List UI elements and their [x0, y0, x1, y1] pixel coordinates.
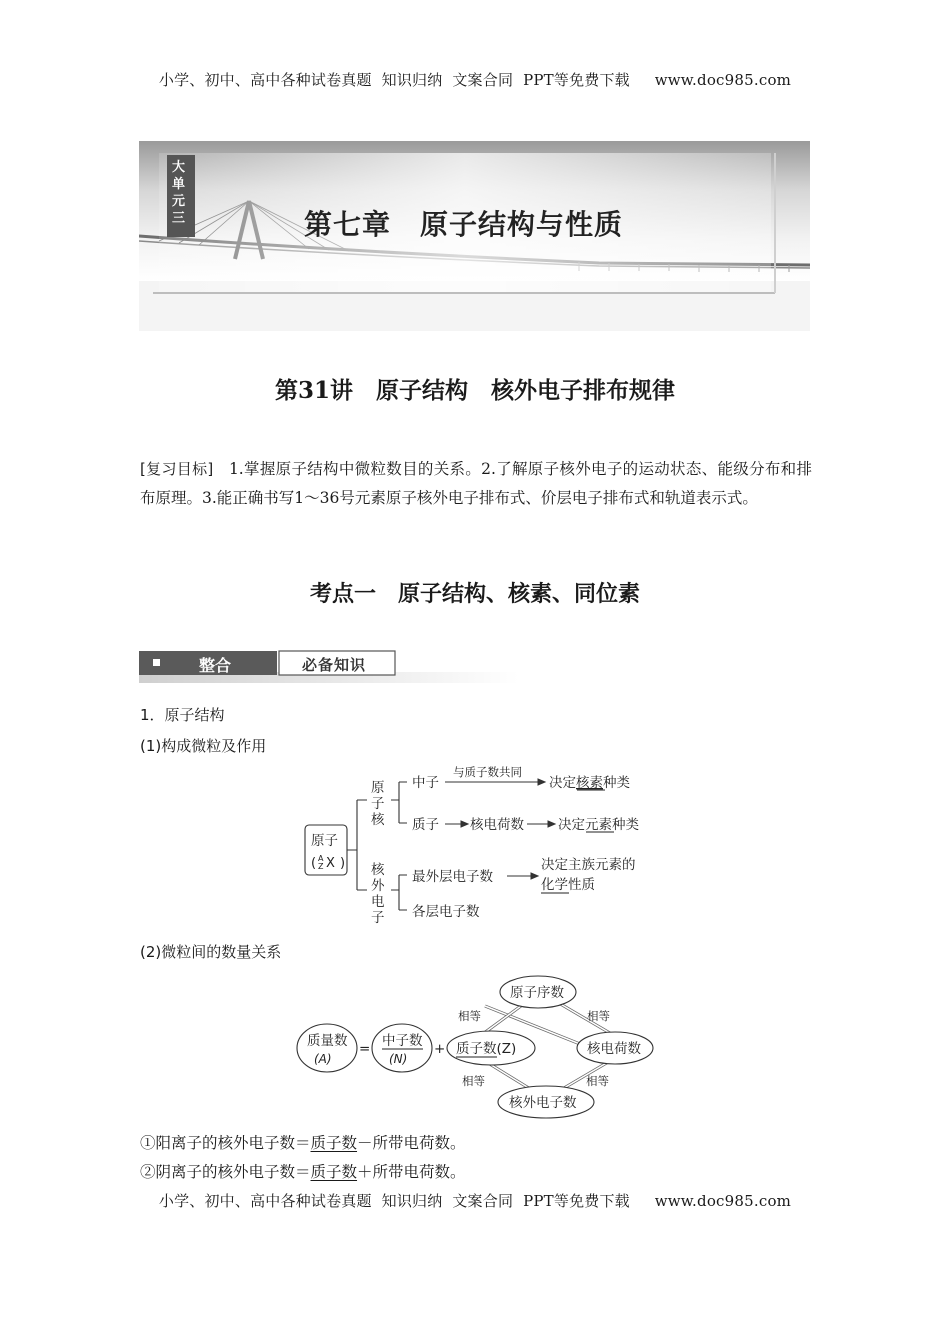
mass-number-sup: A — [318, 854, 324, 863]
page-header: 小学、初中、高中各种试卷真题 知识归纳 文案合同 PPT等免费下载 www.doc985.com — [158, 71, 792, 89]
plus-sign: + — [434, 1041, 446, 1057]
decide-main-label: 决定主族元素的 — [541, 857, 636, 873]
section-bar-right: 必备知识 — [302, 656, 367, 674]
review-text: 1.掌握原子结构中微粒数目的关系。2.了解原子核外电子的运动状态、能级分布和排布原理。3.能正确书写1～36号元素原子核外电子排布式、价层电子排布式和轨道表示式。 — [140, 460, 812, 507]
equal-label-4: 相等 — [586, 1074, 609, 1088]
chem-prop-underlined: 化学 — [541, 877, 568, 893]
decide-prefix-1: 决定 — [549, 775, 576, 791]
proton-number-label: 质子数(Z) — [456, 1041, 517, 1057]
rule-cation-prefix: ①阳离子的核外电子数＝ — [140, 1134, 311, 1152]
lecture-title: 第31讲 原子结构 核外电子排布规律 — [274, 377, 675, 404]
rule-anion-key: 质子数 — [310, 1163, 358, 1181]
nuclear-charge-label: 核电荷数 — [470, 817, 524, 833]
atomic-number-sub: Z — [318, 862, 324, 871]
chapter-title: 第七章 原子结构与性质 — [304, 208, 624, 241]
atomic-number-label: 原子序数 — [510, 985, 564, 1001]
shell-char-1: 核 — [371, 862, 385, 878]
chapter-banner — [139, 141, 810, 331]
svg-text:(: ( — [311, 856, 317, 871]
equal-label-3: 相等 — [462, 1074, 485, 1088]
section-1-sub2: (2)微粒间的数量关系 — [140, 943, 282, 961]
shell-char-2: 外 — [371, 878, 385, 894]
section-1-title: 1．原子结构 — [140, 706, 225, 724]
nuclear-charge-label-2: 核电荷数 — [587, 1041, 641, 1057]
svg-text:决定核素种类 — [549, 774, 631, 791]
nucleus-char-2: 子 — [371, 796, 385, 812]
kind-label-1: 种类 — [603, 775, 630, 791]
bullet-square-icon — [153, 659, 160, 666]
electron-count-label: 核外电子数 — [509, 1095, 577, 1111]
rule-cation-key: 质子数 — [310, 1134, 358, 1152]
unit-label: 大单元三 — [172, 160, 186, 226]
section-bar-left: 整合 — [199, 656, 232, 675]
rule-anion-prefix: ②阴离子的核外电子数＝ — [140, 1163, 311, 1181]
section-bar — [139, 650, 519, 683]
equals-sign: = — [359, 1041, 371, 1057]
svg-text:): ) — [340, 856, 346, 871]
outer-electrons-label: 最外层电子数 — [412, 869, 493, 885]
shell-char-3: 电 — [371, 894, 385, 910]
section-1-sub1: (1)构成微粒及作用 — [140, 737, 267, 755]
mass-symbol: (A) — [314, 1052, 332, 1066]
svg-text:决定元素种类 — [558, 816, 640, 833]
neutron-number-label: 中子数 — [382, 1033, 423, 1049]
rule-anion — [140, 1160, 466, 1182]
rule-cation — [140, 1131, 466, 1153]
atom-label: 原子 — [311, 833, 338, 849]
equal-label-2: 相等 — [587, 1009, 610, 1023]
layer-electrons-label: 各层电子数 — [412, 904, 480, 920]
arrow-label: 与质子数共同 — [453, 765, 522, 779]
rule-anion-suffix: ＋所带电荷数。 — [357, 1163, 466, 1181]
nuclide-label: 核素 — [576, 775, 603, 791]
review-goals — [140, 455, 812, 513]
mass-number-label: 质量数 — [307, 1033, 348, 1049]
kind-label-2: 种类 — [612, 817, 639, 833]
shell-char-4: 子 — [371, 910, 385, 926]
rule-cation-suffix: －所带电荷数。 — [357, 1134, 466, 1152]
nucleus-char-3: 核 — [371, 812, 385, 828]
atom-structure-diagram — [295, 760, 665, 930]
page-footer: 小学、初中、高中各种试卷真题 知识归纳 文案合同 PPT等免费下载 www.doc985.com — [158, 1192, 792, 1210]
neutron-label: 中子 — [412, 775, 439, 791]
chem-prop-rest: 性质 — [568, 877, 595, 893]
equal-label-1: 相等 — [458, 1009, 481, 1023]
review-tag: [复习目标] — [140, 460, 214, 478]
element-symbol: X — [326, 856, 335, 871]
quantity-relation-diagram — [295, 970, 665, 1120]
element-label: 元素 — [585, 817, 612, 833]
proton-label: 质子 — [412, 817, 439, 833]
kaodian-title: 考点一 原子结构、核素、同位素 — [309, 581, 640, 607]
neutron-symbol: (N) — [389, 1052, 408, 1066]
svg-text:化学性质 — [541, 876, 596, 893]
nucleus-char-1: 原 — [371, 780, 385, 796]
decide-prefix-2: 决定 — [558, 817, 585, 833]
